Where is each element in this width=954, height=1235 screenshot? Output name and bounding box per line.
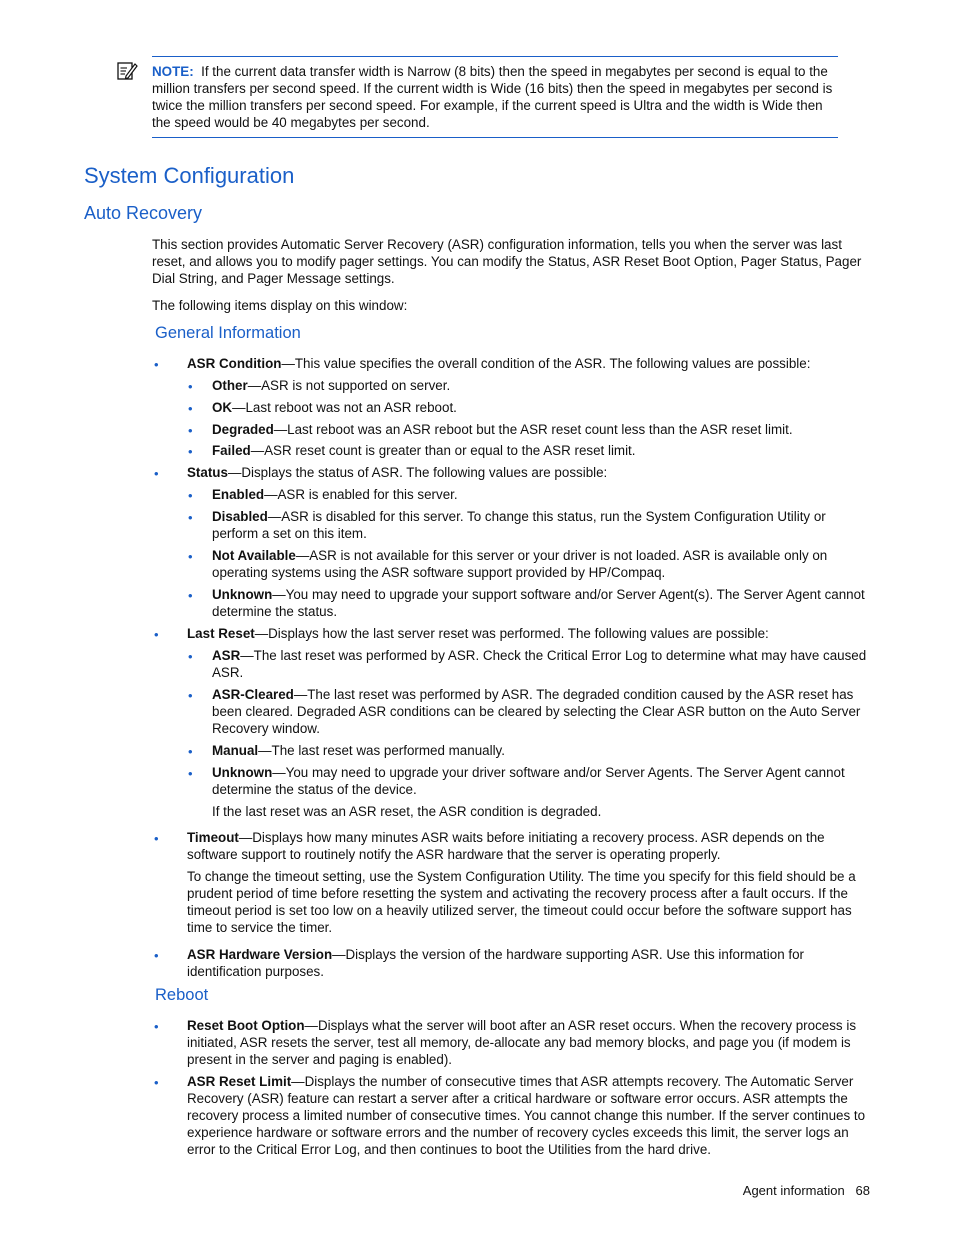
list-item-unknown-reset: Unknown—You may need to upgrade your driver software and/or Server Agents. The Server Agent cannot determine the status of the device. [212, 765, 845, 797]
list-item-not-available: Not Available—ASR is not available for this server or your driver is not loaded. ASR is available only on operating systems using the ASR software support provided by HP/Compaq. [212, 548, 828, 580]
bullet: • [188, 444, 193, 459]
list-item-ok: OK—Last reboot was not an ASR reboot. [212, 400, 457, 415]
note-icon [116, 60, 138, 82]
bullet: • [154, 627, 159, 642]
list-item-other: Other—ASR is not supported on server. [212, 378, 451, 393]
list-item-asr: ASR—The last reset was performed by ASR. Check the Critical Error Log to determine what may have caused ASR. [212, 648, 867, 680]
note-label: NOTE: [152, 64, 194, 79]
timeout-note: To change the timeout setting, use the System Configuration Utility. The time you specify for this field should be a prudent period of time before resetting the system and activating the recovery process after a fault occurs. If the timeout period is set too low on a heavily utilized server, the timeout could occur before the software support has time to service the timer. [187, 869, 856, 935]
bullet: • [154, 1075, 159, 1090]
page-footer [743, 1183, 870, 1198]
bullet: • [154, 831, 159, 846]
list-item-enabled: Enabled—ASR is enabled for this server. [212, 487, 458, 502]
reboot-title: Reboot [155, 986, 209, 1004]
bullet: • [154, 1019, 159, 1034]
general-information-title: General Information [155, 324, 301, 342]
list-item-reset-boot-option: Reset Boot Option—Displays what the server will boot after an ASR reset occurs. When the recovery process is initiated, ASR resets the server, test all memory, de-allocate any bad memory blocks, and page you (if modem is present in the server and paging is enabled). [187, 1018, 857, 1067]
bullet: • [188, 649, 193, 664]
bullet: • [188, 588, 193, 603]
bullet: • [154, 948, 159, 963]
subsection-title: Auto Recovery [84, 203, 203, 223]
bullet: • [188, 510, 193, 525]
intro-paragraph: This section provides Automatic Server Recovery (ASR) configuration information, tells you when the server was last reset, and allows you to modify pager settings. You can modify the Status, ASR Reset Boot Option, Pager Status, Pager Dial String, and Pager Message settings. [152, 237, 862, 286]
unknown-reset-note: If the last reset was an ASR reset, the ASR condition is degraded. [212, 804, 602, 819]
note-text: If the current data transfer width is Narrow (8 bits) then the speed in megabytes per second is equal to the million transfers per second speed. If the current width is Wide (16 bits) then the speed in megabytes per second is twice the million transfers per second speed. For example, if the current speed is Ultra and the width is Wide then the speed would be 40 megabytes per second. [152, 64, 833, 130]
bullet: • [188, 488, 193, 503]
section-title: System Configuration [84, 163, 295, 188]
list-item-asr-condition: ASR Condition—This value specifies the overall condition of the ASR. The following values are possible: [187, 356, 811, 371]
page-number: 68 [855, 1183, 870, 1198]
footer-section: Agent information [742, 1183, 845, 1198]
list-item-timeout: Timeout—Displays how many minutes ASR waits before initiating a recovery process. ASR depends on the software support to routinely notify the ASR hardware that the server is operating properly. [187, 830, 825, 862]
note-box [152, 56, 838, 138]
list-item-unknown-status: Unknown—You may need to upgrade your support software and/or Server Agent(s). The Server Agent cannot determine the status. [212, 587, 865, 619]
list-item-manual: Manual—The last reset was performed manually. [212, 743, 505, 758]
list-item-last-reset: Last Reset—Displays how the last server reset was performed. The following values are possible: [187, 626, 769, 641]
bullet: • [188, 766, 193, 781]
list-item-degraded: Degraded—Last reboot was an ASR reboot but the ASR reset count less than the ASR reset limit. [212, 422, 793, 437]
bullet: • [154, 466, 159, 481]
list-item-asr-reset-limit: ASR Reset Limit—Displays the number of consecutive times that ASR attempts recovery. The Automatic Server Recovery (ASR) feature can restart a server after a critical hardware or software error occurs. ASR attempts the recovery process a limited number of consecutive times. You cannot change this number. If the server continues to experience hardware or software errors and the number of recovery cycles exceeds this limit, the server logs an error to the Critical Error Log, and then continues to boot the Utilities from the hard drive. [187, 1074, 866, 1157]
list-item-asr-hardware-version: ASR Hardware Version—Displays the version of the hardware supporting ASR. Use this information for identification purposes. [187, 947, 804, 979]
bullet: • [188, 401, 193, 416]
bullet: • [188, 549, 193, 564]
list-item-disabled: Disabled—ASR is disabled for this server. To change this status, run the System Configuration Utility or perform a set on this item. [212, 509, 826, 541]
list-item-asr-cleared: ASR-Cleared—The last reset was performed by ASR. The degraded condition caused by the ASR reset has been cleared. Degraded ASR conditions can be cleared by selecting the Clear ASR button on the Auto Server Recovery window. [212, 687, 861, 736]
list-item-status: Status—Displays the status of ASR. The following values are possible: [187, 465, 608, 480]
bullet: • [154, 357, 159, 372]
list-item-failed: Failed—ASR reset count is greater than or equal to the ASR reset limit. [212, 443, 636, 458]
bullet: • [188, 688, 193, 703]
bullet: • [188, 423, 193, 438]
intro-paragraph-2: The following items display on this window: [152, 298, 408, 313]
bullet: • [188, 379, 193, 394]
bullet: • [188, 744, 193, 759]
